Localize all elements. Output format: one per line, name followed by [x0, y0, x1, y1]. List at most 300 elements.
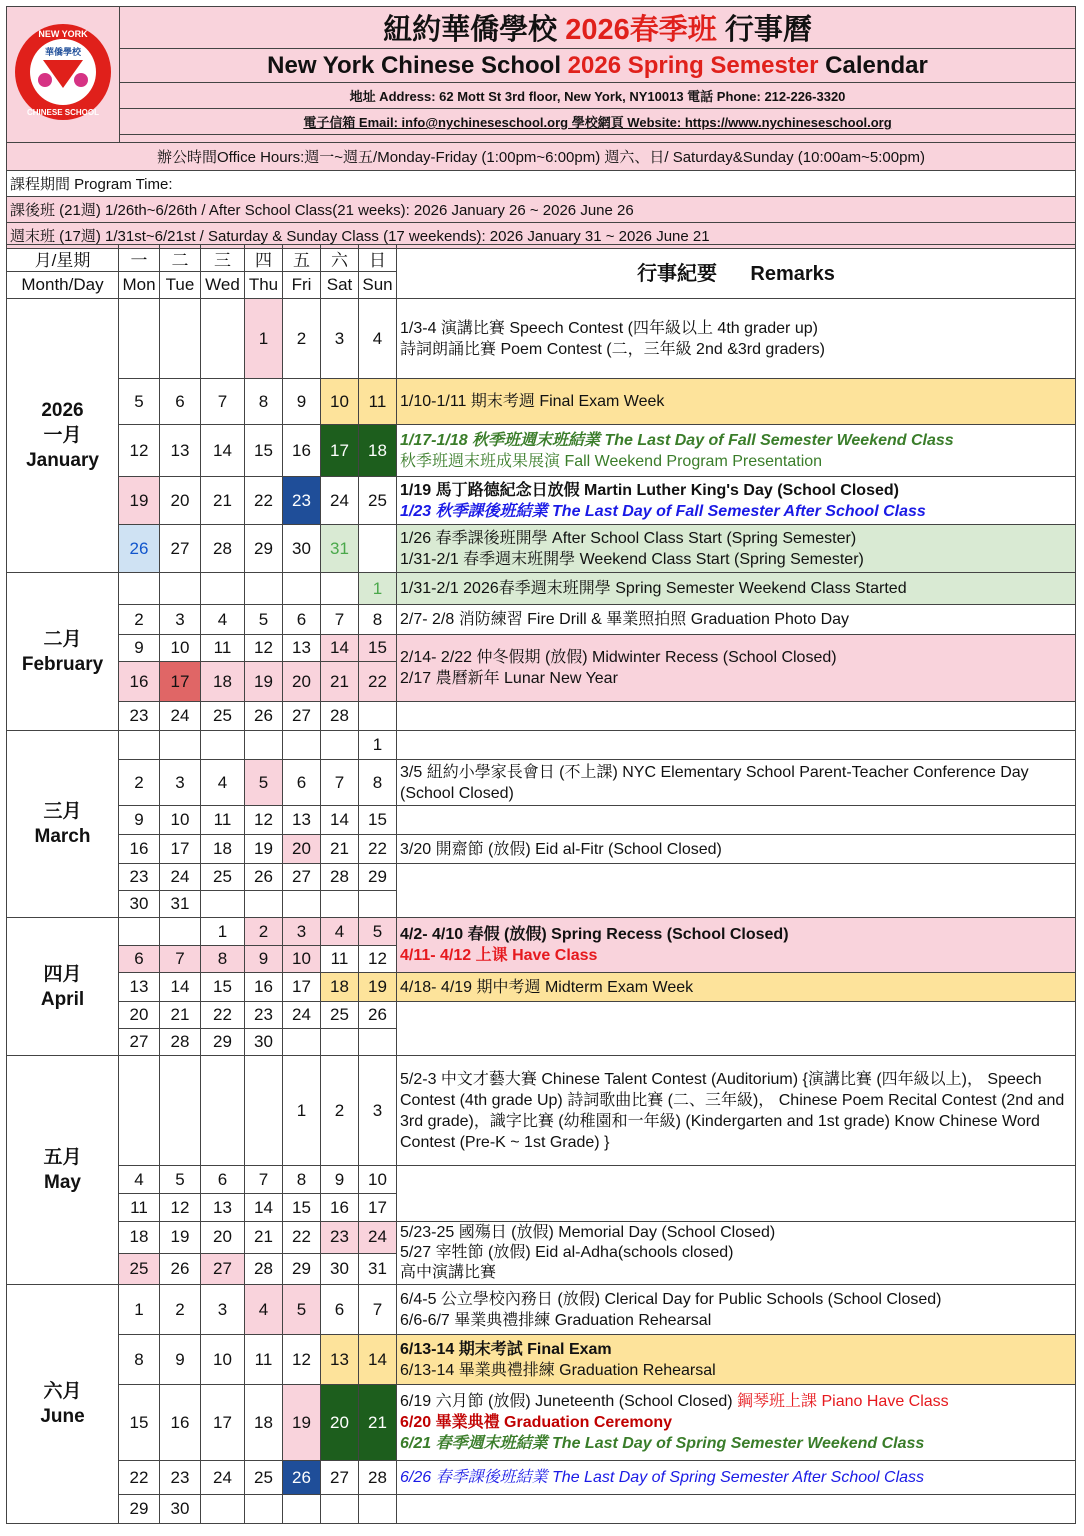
day-cell: 18 — [321, 973, 359, 1002]
day-cell: 24 — [359, 1222, 397, 1254]
month-en: April — [40, 988, 85, 1010]
day-cell: 4 — [245, 1285, 283, 1335]
day-cell: 19 — [119, 477, 160, 525]
day-cell: 12 — [245, 806, 283, 835]
day-cell: 19 — [245, 662, 283, 702]
day-cell: 27 — [201, 1253, 245, 1285]
week-row — [7, 864, 1076, 891]
month-en: May — [44, 1172, 81, 1193]
remark-text: 1/3-4 演講比賽 Speech Contest (四年級以上 4th grader up) — [400, 319, 818, 337]
month-cn: 五月 — [43, 1147, 82, 1168]
day-cell: 8 — [283, 1166, 321, 1194]
day-cell: 30 — [283, 525, 321, 573]
day-header-mon-cn: 一 — [119, 245, 160, 272]
remark-text: 1/19 馬丁路德紀念日放假 Martin Luther King's Day (School Closed) — [400, 481, 899, 499]
remark-text: 6/6-6/7 畢業典禮排練 Graduation Rehearsal — [400, 1311, 712, 1329]
day-cell — [160, 1056, 201, 1166]
school-email-website[interactable]: 電子信箱 Email: info@nychineseschool.org 學校網頁 Website: https://www.nychineseschool.org — [120, 109, 1076, 135]
day-cell: 25 — [201, 702, 245, 731]
week-row — [7, 918, 1076, 946]
day-cell: 4 — [201, 760, 245, 806]
month-may — [7, 1056, 119, 1285]
title-chinese — [120, 7, 1076, 49]
day-cell: 26 — [245, 702, 283, 731]
day-cell: 12 — [283, 1335, 321, 1385]
remark-cell — [397, 731, 1076, 760]
week-row — [7, 1056, 1076, 1166]
day-cell: 30 — [321, 1253, 359, 1285]
subtitle-highlight: 2026 Spring Semester — [567, 51, 819, 79]
day-cell — [245, 731, 283, 760]
day-cell: 18 — [201, 662, 245, 702]
remark-text: 高中演講比賽 — [400, 1264, 497, 1281]
school-logo-icon — [13, 22, 113, 122]
weekend-period: 週末班 (17週) 1/31st~6/21st / Saturday & Sunday Class (17 weekends): 2026 January 31 ~ 2026 June 21 — [7, 223, 1076, 249]
month-en: February — [21, 653, 104, 675]
day-cell: 5 — [119, 379, 160, 425]
subtitle-suffix: Calendar — [825, 51, 928, 79]
remark-text: 1/17-1/18 秋季班週末班結業 The Last Day of Fall Semester Weekend Class — [400, 431, 954, 449]
day-cell: 12 — [119, 425, 160, 477]
day-cell: 9 — [160, 1335, 201, 1385]
day-cell: 22 — [245, 477, 283, 525]
day-cell: 6 — [283, 605, 321, 635]
day-cell: 10 — [201, 1335, 245, 1385]
day-cell: 22 — [359, 835, 397, 864]
day-cell: 23 — [283, 477, 321, 525]
remark-cell: 5/2-3 中文才藝大賽 Chinese Talent Contest (Auditorium) {演講比賽 (四年級以上)， Speech Contest (4th grade Up) 詩詞歌曲比賽 (二、三年級)， Chinese Poem Recital Contest (2nd and 3rd grade)，識字比賽 (幼稚園和一年級) (Kindergarten and 1st grade) Know Chinese Word Contest (Pre-K ~ 1st Grade) } — [397, 1056, 1076, 1166]
day-cell — [201, 731, 245, 760]
day-cell: 25 — [321, 1002, 359, 1029]
remark-cell — [397, 1335, 1076, 1385]
day-cell: 16 — [283, 425, 321, 477]
day-cell: 23 — [245, 1002, 283, 1029]
day-cell — [359, 1029, 397, 1056]
day-cell: 11 — [201, 635, 245, 662]
day-cell: 1 — [359, 731, 397, 760]
day-cell: 13 — [160, 425, 201, 477]
day-cell: 9 — [119, 806, 160, 835]
remark-text: 6/21 春季週末班結業 The Last Day of Spring Semester Weekend Class — [400, 1435, 925, 1452]
month-en: March — [34, 826, 91, 847]
remark-cell — [397, 525, 1076, 573]
day-cell: 13 — [201, 1194, 245, 1222]
day-cell: 30 — [119, 891, 160, 918]
day-cell: 4 — [359, 299, 397, 379]
day-cell: 23 — [160, 1461, 201, 1495]
day-cell: 31 — [359, 1253, 397, 1285]
remark-cell — [397, 1495, 1076, 1524]
day-cell: 8 — [119, 1335, 160, 1385]
week-row — [7, 605, 1076, 635]
month-year: 2026 — [41, 400, 84, 421]
remark-text: 6/13-14 畢業典禮排練 Graduation Rehearsal — [400, 1361, 716, 1379]
day-cell: 30 — [245, 1029, 283, 1056]
day-cell — [359, 702, 397, 731]
day-cell: 16 — [119, 662, 160, 702]
remark-cell — [397, 864, 1076, 918]
week-row — [7, 806, 1076, 835]
day-cell: 31 — [321, 525, 359, 573]
day-cell: 18 — [359, 425, 397, 477]
week-row — [7, 702, 1076, 731]
day-cell — [283, 573, 321, 605]
day-cell: 13 — [283, 806, 321, 835]
day-cell: 10 — [359, 1166, 397, 1194]
remark-cell: 1/10-1/11 期末考週 Final Exam Week — [397, 379, 1076, 425]
day-cell: 1 — [283, 1056, 321, 1166]
day-cell: 10 — [160, 635, 201, 662]
day-cell — [283, 891, 321, 918]
day-cell: 5 — [160, 1166, 201, 1194]
day-cell: 13 — [283, 635, 321, 662]
day-cell: 18 — [245, 1385, 283, 1461]
day-cell — [160, 573, 201, 605]
day-cell: 14 — [245, 1194, 283, 1222]
day-cell: 1 — [201, 918, 245, 946]
after-school-period: 課後班 (21週) 1/26th~6/26th / After School Class(21 weeks): 2026 January 26 ~ 2026 June 26 — [7, 197, 1076, 223]
day-cell: 29 — [283, 1253, 321, 1285]
remark-text: 秋季班週末班成果展演 Fall Weekend Program Presentation — [400, 452, 823, 470]
remark-text: 6/4-5 公立學校內務日 (放假) Clerical Day for Public Schools (School Closed) — [400, 1290, 942, 1308]
day-header-mon: Mon — [119, 272, 160, 299]
day-header-thu: Thu — [245, 272, 283, 299]
day-cell: 12 — [160, 1194, 201, 1222]
week-row — [7, 525, 1076, 573]
remark-text: 2/14- 2/22 仲冬假期 (放假) Midwinter Recess (School Closed) — [400, 649, 837, 666]
day-cell: 15 — [359, 635, 397, 662]
day-cell — [201, 891, 245, 918]
day-cell: 27 — [321, 1461, 359, 1495]
day-cell: 6 — [119, 946, 160, 973]
day-cell: 19 — [283, 1385, 321, 1461]
day-cell: 5 — [359, 918, 397, 946]
week-row — [7, 1385, 1076, 1461]
day-header-sun: Sun — [359, 272, 397, 299]
week-row — [7, 835, 1076, 864]
day-cell: 26 — [359, 1002, 397, 1029]
day-cell: 12 — [359, 946, 397, 973]
remark-cell — [397, 1285, 1076, 1335]
day-cell: 18 — [119, 1222, 160, 1254]
day-cell: 28 — [201, 525, 245, 573]
week-row — [7, 760, 1076, 806]
day-cell — [160, 299, 201, 379]
day-cell: 2 — [119, 605, 160, 635]
day-cell — [245, 1495, 283, 1524]
day-cell — [245, 573, 283, 605]
day-cell: 17 — [201, 1385, 245, 1461]
remark-text: 詩詞朗誦比賽 Poem Contest (二，三年級 2nd &3rd graders) — [400, 340, 826, 358]
day-cell — [321, 573, 359, 605]
month-cn: 六月 — [43, 1381, 82, 1402]
title-suffix: 行事曆 — [724, 14, 812, 46]
day-cell: 2 — [245, 918, 283, 946]
remark-text: 5/23-25 國殤日 (放假) Memorial Day (School Closed) — [400, 1224, 776, 1241]
day-cell: 13 — [119, 973, 160, 1002]
remark-cell — [397, 299, 1076, 379]
day-cell: 9 — [283, 379, 321, 425]
day-cell: 19 — [359, 973, 397, 1002]
day-cell: 29 — [119, 1495, 160, 1524]
logo-top-text: NEW YORK — [38, 29, 88, 39]
day-cell: 6 — [283, 760, 321, 806]
day-cell: 20 — [119, 1002, 160, 1029]
remark-text: 1/26 春季課後班開學 After School Class Start (Spring Semester) — [400, 529, 857, 547]
day-cell: 16 — [160, 1385, 201, 1461]
day-cell: 15 — [201, 973, 245, 1002]
day-cell: 18 — [201, 835, 245, 864]
remark-text: 6/13-14 期末考試 Final Exam — [400, 1340, 612, 1358]
day-cell: 7 — [245, 1166, 283, 1194]
week-row — [7, 1222, 1076, 1254]
month-cn: 三月 — [43, 801, 82, 822]
remark-text: 2/17 農曆新年 Lunar New Year — [400, 670, 618, 687]
remark-cell — [397, 1222, 1076, 1285]
day-cell — [119, 918, 160, 946]
day-cell: 19 — [160, 1222, 201, 1254]
day-cell: 8 — [359, 605, 397, 635]
day-cell: 23 — [321, 1222, 359, 1254]
week-row — [7, 635, 1076, 662]
day-cell: 8 — [245, 379, 283, 425]
remark-text: 5/27 宰牲節 (放假) Eid al-Adha(schools closed) — [400, 1244, 734, 1261]
day-cell — [283, 731, 321, 760]
day-header-thu-cn: 四 — [245, 245, 283, 272]
day-cell — [359, 525, 397, 573]
month-header-en: Month/Day — [7, 272, 119, 299]
day-cell: 21 — [160, 1002, 201, 1029]
day-cell — [283, 1495, 321, 1524]
day-cell — [283, 1029, 321, 1056]
day-header-sat: Sat — [321, 272, 359, 299]
day-header-wed-cn: 三 — [201, 245, 245, 272]
remark-text: 1/23 秋季課後班結業 The Last Day of Fall Semester After School Class — [400, 502, 926, 520]
day-cell: 26 — [119, 525, 160, 573]
day-cell — [245, 1056, 283, 1166]
day-cell: 17 — [359, 1194, 397, 1222]
day-cell: 30 — [160, 1495, 201, 1524]
day-cell — [359, 1495, 397, 1524]
day-cell: 21 — [321, 835, 359, 864]
day-cell: 17 — [283, 973, 321, 1002]
day-header-fri: Fri — [283, 272, 321, 299]
day-cell: 7 — [359, 1285, 397, 1335]
day-cell: 10 — [283, 946, 321, 973]
calendar-table — [6, 244, 1076, 1524]
day-cell: 23 — [119, 702, 160, 731]
day-cell: 17 — [160, 662, 201, 702]
day-cell: 14 — [321, 635, 359, 662]
day-cell: 8 — [201, 946, 245, 973]
day-cell: 3 — [321, 299, 359, 379]
day-cell: 25 — [359, 477, 397, 525]
day-cell: 14 — [160, 973, 201, 1002]
day-cell: 3 — [283, 918, 321, 946]
remark-cell — [397, 702, 1076, 731]
day-cell: 1 — [119, 1285, 160, 1335]
remark-cell: 6/26 春季課後班結業 The Last Day of Spring Semester After School Class — [397, 1461, 1076, 1495]
month-april — [7, 918, 119, 1056]
day-cell: 5 — [245, 760, 283, 806]
week-row — [7, 731, 1076, 760]
month-en: January — [26, 450, 99, 471]
day-cell: 11 — [245, 1335, 283, 1385]
day-cell: 20 — [201, 1222, 245, 1254]
day-cell — [321, 1029, 359, 1056]
day-cell: 4 — [321, 918, 359, 946]
day-cell: 27 — [283, 864, 321, 891]
day-cell: 14 — [321, 806, 359, 835]
day-cell — [201, 1056, 245, 1166]
day-cell: 7 — [201, 379, 245, 425]
remark-cell — [397, 425, 1076, 477]
day-cell — [119, 1056, 160, 1166]
day-cell: 24 — [160, 864, 201, 891]
day-cell: 7 — [321, 605, 359, 635]
remarks-header-en: Remarks — [750, 263, 835, 285]
week-row — [7, 1166, 1076, 1194]
week-row — [7, 1495, 1076, 1524]
program-time: 課程期間 Program Time: — [7, 171, 1076, 197]
day-header-wed: Wed — [201, 272, 245, 299]
title-prefix: 紐約華僑學校 — [383, 14, 558, 46]
remark-cell — [397, 1166, 1076, 1222]
remark-text: 4/2- 4/10 春假 (放假) Spring Recess (School Closed) — [400, 926, 789, 943]
day-cell: 25 — [201, 864, 245, 891]
week-row — [7, 1002, 1076, 1029]
day-cell: 13 — [321, 1335, 359, 1385]
week-row — [7, 1461, 1076, 1495]
day-cell: 21 — [245, 1222, 283, 1254]
day-cell: 3 — [160, 605, 201, 635]
day-cell: 7 — [160, 946, 201, 973]
day-cell: 24 — [201, 1461, 245, 1495]
day-cell: 15 — [119, 1385, 160, 1461]
remark-piano-class: 鋼琴班上課 Piano Have Class — [737, 1393, 949, 1410]
day-cell: 2 — [321, 1056, 359, 1166]
day-cell: 5 — [245, 605, 283, 635]
day-cell: 27 — [119, 1029, 160, 1056]
day-cell: 22 — [119, 1461, 160, 1495]
day-cell: 24 — [321, 477, 359, 525]
day-cell: 16 — [321, 1194, 359, 1222]
day-cell: 20 — [283, 835, 321, 864]
day-cell: 25 — [245, 1461, 283, 1495]
day-cell: 5 — [283, 1285, 321, 1335]
day-cell: 1 — [245, 299, 283, 379]
day-cell: 11 — [359, 379, 397, 425]
school-address: 地址 Address: 62 Mott St 3rd floor, New York, NY10013 電話 Phone: 212-226-3320 — [120, 83, 1076, 109]
week-row — [7, 573, 1076, 605]
day-cell — [160, 731, 201, 760]
remark-text — [400, 1391, 1072, 1412]
remarks-header — [397, 245, 1076, 299]
day-cell: 29 — [245, 525, 283, 573]
day-cell: 20 — [160, 477, 201, 525]
day-cell: 22 — [283, 1222, 321, 1254]
day-cell: 26 — [245, 864, 283, 891]
day-cell: 14 — [359, 1335, 397, 1385]
day-cell: 28 — [321, 864, 359, 891]
month-cn: 二月 — [43, 628, 82, 650]
day-cell: 26 — [283, 1461, 321, 1495]
remark-cell: 3/5 紐約小學家長會日 (不上課) NYC Elementary School Parent-Teacher Conference Day (School Closed) — [397, 760, 1076, 806]
logo-bottom-text: CHINESE SCHOOL — [26, 108, 100, 117]
title-highlight: 2026春季班 — [565, 14, 717, 46]
day-cell: 16 — [119, 835, 160, 864]
day-cell: 28 — [321, 702, 359, 731]
day-cell: 26 — [160, 1253, 201, 1285]
remark-cell — [397, 806, 1076, 835]
day-cell: 1 — [359, 573, 397, 605]
day-cell: 11 — [201, 806, 245, 835]
day-cell: 4 — [201, 605, 245, 635]
day-cell: 15 — [283, 1194, 321, 1222]
day-cell: 2 — [160, 1285, 201, 1335]
day-cell: 22 — [201, 1002, 245, 1029]
day-cell: 9 — [245, 946, 283, 973]
day-header-tue: Tue — [160, 272, 201, 299]
day-cell: 29 — [359, 864, 397, 891]
day-cell — [160, 918, 201, 946]
remarks-header-cn: 行事紀要 — [637, 263, 718, 285]
day-cell — [201, 1495, 245, 1524]
day-cell: 6 — [321, 1285, 359, 1335]
month-cn: 四月 — [43, 963, 82, 985]
calendar-header — [6, 6, 1076, 249]
day-header-sun-cn: 日 — [359, 245, 397, 272]
day-header-sat-cn: 六 — [321, 245, 359, 272]
day-cell: 11 — [119, 1194, 160, 1222]
week-row — [7, 1335, 1076, 1385]
remark-cell — [397, 918, 1076, 973]
remark-cell — [397, 1002, 1076, 1056]
day-cell: 16 — [245, 973, 283, 1002]
day-header-tue-cn: 二 — [160, 245, 201, 272]
day-cell: 22 — [359, 662, 397, 702]
day-cell: 9 — [321, 1166, 359, 1194]
day-cell: 15 — [359, 806, 397, 835]
day-cell: 25 — [119, 1253, 160, 1285]
day-cell — [119, 731, 160, 760]
day-cell — [359, 891, 397, 918]
remark-cell: 4/18- 4/19 期中考週 Midterm Exam Week — [397, 973, 1076, 1002]
day-cell: 28 — [359, 1461, 397, 1495]
month-header-cn: 月/星期 — [7, 245, 119, 272]
day-cell: 3 — [160, 760, 201, 806]
day-cell — [119, 573, 160, 605]
week-row — [7, 299, 1076, 379]
day-cell: 6 — [201, 1166, 245, 1194]
day-header-fri-cn: 五 — [283, 245, 321, 272]
month-february — [7, 573, 119, 731]
day-cell: 15 — [245, 425, 283, 477]
remark-cell: 2/7- 2/8 消防練習 Fire Drill & 畢業照拍照 Graduation Photo Day — [397, 605, 1076, 635]
month-cn: 一月 — [43, 425, 82, 446]
day-cell — [245, 891, 283, 918]
day-cell: 7 — [321, 760, 359, 806]
remark-cell — [397, 477, 1076, 525]
day-cell: 6 — [160, 379, 201, 425]
day-cell: 28 — [160, 1029, 201, 1056]
day-cell: 17 — [321, 425, 359, 477]
remark-text: 6/20 畢業典禮 Graduation Ceremony — [400, 1414, 673, 1431]
day-cell: 14 — [201, 425, 245, 477]
month-january — [7, 299, 119, 573]
day-cell: 19 — [245, 835, 283, 864]
day-cell: 2 — [119, 760, 160, 806]
